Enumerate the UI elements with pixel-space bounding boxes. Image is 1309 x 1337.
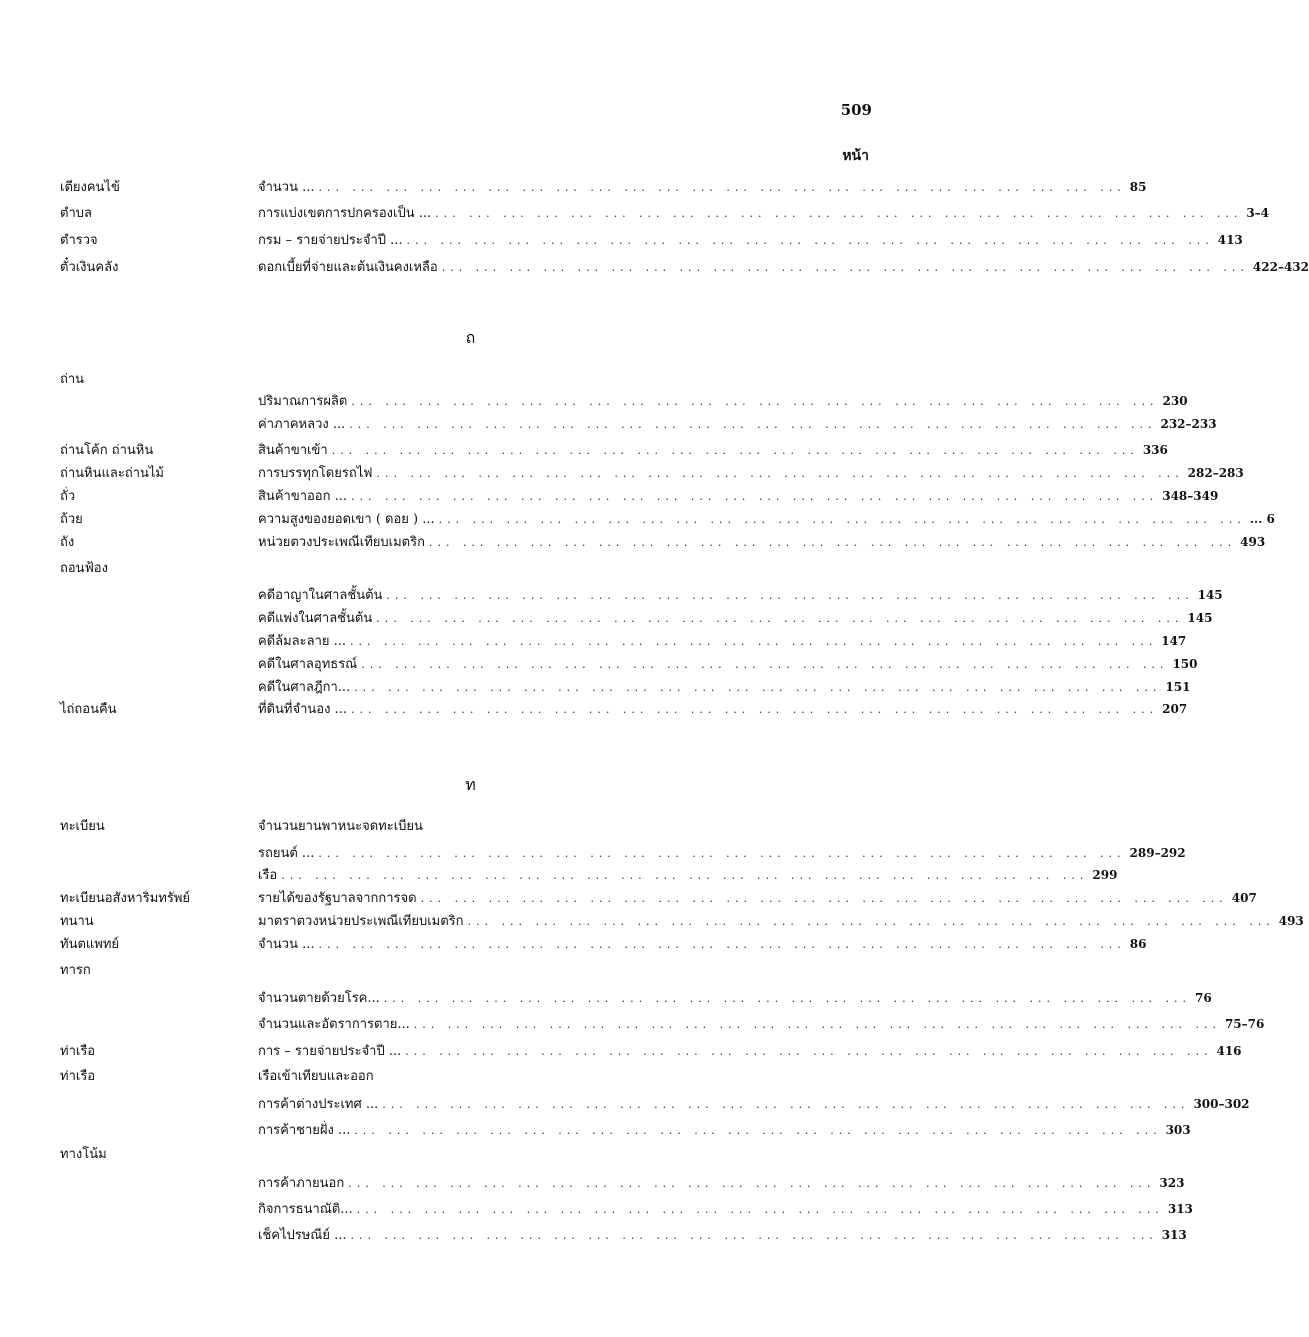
entry-page-ref: 75–76 [1224, 1017, 1265, 1031]
entry-page-ref: 493 [1278, 914, 1304, 928]
entry-description: เช็คไปรษณีย์ ... [258, 1228, 347, 1243]
entry-description: จำนวนยานพาหนะจดทะเบียน [258, 819, 423, 834]
index-entry [0, 959, 941, 979]
entry-line [258, 462, 1244, 483]
dot-leader: ... ... ... ... ... ... ... ... ... ... ... ... ... ... ... ... ... ... ... ... ... ... ... ... [405, 1045, 1213, 1058]
dot-leader: ... ... ... ... ... ... ... ... ... ... ... ... ... ... ... ... ... ... ... ... ... ... ... ... [441, 261, 1249, 274]
dot-leader: ... ... ... ... ... ... ... ... ... ... ... ... ... ... ... ... ... ... ... ... ... ... ... ... [382, 1098, 1190, 1111]
entry-line [258, 815, 870, 836]
entry-description: เรือ [258, 868, 278, 883]
dot-leader: ... ... ... ... ... ... ... ... ... ... ... ... ... ... ... ... ... ... ... ... ... ... ... ... [428, 536, 1237, 549]
entry-page-ref: 85 [1129, 180, 1147, 194]
index-entry [0, 842, 1186, 862]
index-entry [0, 368, 941, 388]
dot-leader: ... ... ... ... ... ... ... ... ... ... ... ... ... ... ... ... ... ... ... ... ... ... ... ... [350, 703, 1159, 716]
entry-page-ref: 86 [1129, 937, 1147, 951]
entry-line [258, 176, 1147, 197]
entry-page-ref: 493 [1240, 535, 1266, 549]
entry-page-ref: 145 [1187, 611, 1213, 625]
index-entry [0, 1172, 1185, 1192]
entry-line [258, 607, 1213, 628]
entry-description: คดีในศาลฎีกา... [258, 680, 351, 695]
section-letter: ท [465, 775, 476, 794]
index-entry [0, 557, 941, 577]
entry-page-ref: 151 [1165, 680, 1191, 694]
index-entry [0, 887, 1257, 907]
dot-leader: ... ... ... ... ... ... ... ... ... ... ... ... ... ... ... ... ... ... ... ... ... ... ... ... [348, 1177, 1156, 1190]
dot-leader: ... ... ... ... ... ... ... ... ... ... ... ... ... ... ... ... ... ... ... ... ... ... ... ... [318, 847, 1126, 860]
index-entry [0, 933, 1147, 953]
dot-leader: ... ... ... ... ... ... ... ... ... ... ... ... ... ... ... ... ... ... ... ... ... ... ... ... [350, 635, 1158, 648]
entry-description: คดีล้มละลาย ... [258, 634, 347, 649]
index-entry [0, 1065, 941, 1085]
index-entry [0, 256, 1309, 276]
index-entry [0, 390, 1188, 410]
entry-line [258, 1065, 870, 1086]
entry-page-ref: 145 [1197, 588, 1223, 602]
dot-leader: ... ... ... ... ... ... ... ... ... ... ... ... ... ... ... ... ... ... ... ... ... ... ... ... [354, 681, 1162, 694]
entry-page-ref: 348–349 [1162, 489, 1219, 503]
page-column-header: หน้า [842, 148, 869, 164]
entry-term: ถ่านโค้ก ถ่านหิน [60, 443, 154, 458]
entry-term: ทารก [60, 963, 91, 978]
entry-description: การค้าภายนอก [258, 1176, 345, 1191]
index-entry [0, 1013, 1265, 1033]
dot-leader: ... ... ... ... ... ... ... ... ... ... ... ... ... ... ... ... ... ... ... ... ... ... ... ... [281, 869, 1089, 882]
dot-leader: ... ... ... ... ... ... ... ... ... ... ... ... ... ... ... ... ... ... ... ... ... ... ... ... [349, 418, 1157, 431]
entry-description: รถยนต์ ... [258, 846, 315, 861]
entry-term: ถ่านหินและถ่านไม้ [60, 466, 165, 481]
entry-line [258, 653, 1198, 674]
entry-page-ref: ... 6 [1249, 512, 1275, 526]
dot-leader: ... ... ... ... ... ... ... ... ... ... ... ... ... ... ... ... ... ... ... ... ... ... ... ... [386, 589, 1194, 602]
dot-leader: ... ... ... ... ... ... ... ... ... ... ... ... ... ... ... ... ... ... ... ... ... ... ... ... [354, 1124, 1162, 1137]
entry-description: ความสูงของยอดเขา ( ดอย ) ... [258, 512, 435, 527]
entry-page-ref: 313 [1161, 1228, 1187, 1242]
entry-page-ref: 422–432 [1252, 260, 1309, 274]
index-entry [0, 910, 1304, 930]
entry-term: ทางโน้ม [60, 1147, 107, 1162]
index-entry [0, 607, 1213, 627]
entry-term: ถ่าน [60, 372, 85, 387]
dot-leader: ... ... ... ... ... ... ... ... ... ... ... ... ... ... ... ... ... ... ... ... ... ... ... ... [413, 1018, 1221, 1031]
entry-term: ทนาน [60, 914, 94, 929]
index-entry [0, 531, 1266, 551]
index-entry [0, 987, 1212, 1007]
entry-line [258, 229, 1243, 250]
entry-description: หน่วยตวงประเพณีเทียบเมตริก [258, 535, 425, 550]
dot-leader: ... ... ... ... ... ... ... ... ... ... ... ... ... ... ... ... ... ... ... ... ... ... ... ... [356, 1203, 1164, 1216]
index-entry [0, 1119, 1191, 1139]
entry-term: ตำบล [60, 206, 92, 221]
entry-description: ค่าภาคหลวง ... [258, 417, 346, 432]
index-entry [0, 508, 1275, 528]
entry-line [258, 485, 1219, 506]
entry-term: ถั่ว [60, 489, 76, 504]
section-letter: ถ [465, 328, 476, 347]
entry-page-ref: 336 [1142, 443, 1168, 457]
entry-line [258, 256, 1309, 277]
entry-page-ref: 230 [1162, 394, 1188, 408]
entry-line [258, 390, 1188, 411]
entry-page-ref: 76 [1194, 991, 1212, 1005]
entry-description: คดีแพ่งในศาลชั้นต้น [258, 611, 373, 626]
index-entry [0, 584, 1223, 604]
entry-description: จำนวน ... [258, 180, 315, 195]
entry-description: ที่ดินที่จำนอง ... [258, 702, 347, 717]
entry-line [258, 1119, 1191, 1140]
entry-line [258, 1224, 1187, 1245]
dot-leader: ... ... ... ... ... ... ... ... ... ... ... ... ... ... ... ... ... ... ... ... ... ... ... ... [406, 234, 1214, 247]
entry-line [258, 698, 1188, 719]
entry-description: มาตราตวงหน่วยประเพณีเทียบเมตริก [258, 914, 464, 929]
entry-page-ref: 207 [1162, 702, 1188, 716]
entry-line [258, 887, 1257, 908]
entry-line [258, 842, 1186, 863]
entry-description: เรือเข้าเทียบและออก [258, 1069, 374, 1084]
index-entry [0, 202, 1270, 222]
entry-line [258, 531, 1266, 552]
page-number: 509 [840, 101, 872, 119]
entry-description: กรม – รายจ่ายประจำปี ... [258, 233, 403, 248]
entry-description: จำนวนและอัตราการตาย... [258, 1017, 410, 1032]
entry-term: ตั๋วเงินคลัง [60, 260, 119, 275]
dot-leader: ... ... ... ... ... ... ... ... ... ... ... ... ... ... ... ... ... ... ... ... ... ... ... ... [331, 444, 1139, 457]
entry-description: การค้าชายฝั่ง ... [258, 1123, 351, 1138]
entry-description: สินค้าขาเข้า [258, 443, 328, 458]
index-entry [0, 630, 1187, 650]
entry-line [258, 1172, 1185, 1193]
entry-description: การบรรทุกโดยรถไฟ [258, 466, 373, 481]
entry-description: จำนวนตายด้วยโรค... [258, 991, 380, 1006]
entry-description: กิจการธนาณัติ... [258, 1202, 353, 1217]
entry-page-ref: 232–233 [1160, 417, 1217, 431]
entry-page-ref: 150 [1172, 657, 1198, 671]
entry-description: สินค้าขาออก ... [258, 489, 348, 504]
entry-line [258, 508, 1275, 529]
entry-description: ปริมาณการผลิต [258, 394, 348, 409]
entry-line [258, 933, 1147, 954]
index-entry [0, 1198, 1193, 1218]
entry-line [258, 630, 1187, 651]
entry-term: ถอนฟ้อง [60, 561, 108, 576]
index-entry [0, 1040, 1242, 1060]
entry-description: จำนวน ... [258, 937, 315, 952]
entry-description: การแบ่งเขตการปกครองเป็น ... [258, 206, 432, 221]
dot-leader: ... ... ... ... ... ... ... ... ... ... ... ... ... ... ... ... ... ... ... ... ... ... ... ... [361, 658, 1169, 671]
index-entry [0, 413, 1217, 433]
dot-leader: ... ... ... ... ... ... ... ... ... ... ... ... ... ... ... ... ... ... ... ... ... ... ... ... [376, 467, 1184, 480]
entry-term: ทะเบียน [60, 819, 105, 834]
entry-line [258, 413, 1217, 434]
entry-line [258, 1198, 1193, 1219]
dot-leader: ... ... ... ... ... ... ... ... ... ... ... ... ... ... ... ... ... ... ... ... ... ... ... ... [383, 992, 1191, 1005]
entry-description: คดีในศาลอุทธรณ์ [258, 657, 358, 672]
entry-description: การค้าต่างประเทศ ... [258, 1097, 379, 1112]
entry-term: ท่าเรือ [60, 1069, 96, 1084]
entry-line [258, 1040, 1242, 1061]
index-entry [0, 1093, 1250, 1113]
entry-page-ref: 303 [1165, 1123, 1191, 1137]
index-entry [0, 864, 1118, 884]
dot-leader: ... ... ... ... ... ... ... ... ... ... ... ... ... ... ... ... ... ... ... ... ... ... ... ... [350, 1229, 1158, 1242]
dot-leader: ... ... ... ... ... ... ... ... ... ... ... ... ... ... ... ... ... ... ... ... ... ... ... ... [438, 513, 1246, 526]
entry-page-ref: 282–283 [1187, 466, 1244, 480]
entry-line [258, 910, 1304, 931]
entry-line [258, 1093, 1250, 1114]
index-entry [0, 462, 1244, 482]
dot-leader: ... ... ... ... ... ... ... ... ... ... ... ... ... ... ... ... ... ... ... ... ... ... ... ... [351, 395, 1159, 408]
dot-leader: ... ... ... ... ... ... ... ... ... ... ... ... ... ... ... ... ... ... ... ... ... ... ... ... [420, 892, 1228, 905]
dot-leader: ... ... ... ... ... ... ... ... ... ... ... ... ... ... ... ... ... ... ... ... ... ... ... ... [318, 938, 1126, 951]
entry-term: ท่าเรือ [60, 1044, 96, 1059]
index-entry [0, 1143, 941, 1163]
dot-leader: ... ... ... ... ... ... ... ... ... ... ... ... ... ... ... ... ... ... ... ... ... ... ... ... [351, 490, 1159, 503]
index-entry [0, 176, 1147, 196]
entry-description: การ – รายจ่ายประจำปี ... [258, 1044, 402, 1059]
entry-term: ทันตแพทย์ [60, 937, 120, 952]
entry-term: ไถ่ถอนคืน [60, 702, 117, 717]
entry-term: เตียงคนไข้ [60, 180, 120, 195]
dot-leader: ... ... ... ... ... ... ... ... ... ... ... ... ... ... ... ... ... ... ... ... ... ... ... ... [467, 915, 1275, 928]
index-entry [0, 653, 1198, 673]
entry-description: รายได้ของรัฐบาลจากการจด [258, 891, 417, 906]
entry-page-ref: 413 [1217, 233, 1243, 247]
entry-line [258, 439, 1168, 460]
index-entry [0, 439, 1168, 459]
entry-line [258, 676, 1191, 697]
index-entry [0, 229, 1243, 249]
index-entry [0, 485, 1219, 505]
dot-leader: ... ... ... ... ... ... ... ... ... ... ... ... ... ... ... ... ... ... ... ... ... ... ... ... [318, 181, 1126, 194]
dot-leader: ... ... ... ... ... ... ... ... ... ... ... ... ... ... ... ... ... ... ... ... ... ... ... ... [435, 207, 1243, 220]
index-entry [0, 676, 1191, 696]
entry-page-ref: 299 [1092, 868, 1118, 882]
entry-term: ตำรวจ [60, 233, 98, 248]
dot-leader: ... ... ... ... ... ... ... ... ... ... ... ... ... ... ... ... ... ... ... ... ... ... ... ... [376, 612, 1184, 625]
index-entry [0, 815, 941, 835]
entry-page-ref: 300–302 [1193, 1097, 1250, 1111]
entry-line [258, 864, 1118, 885]
entry-page-ref: 313 [1167, 1202, 1193, 1216]
entry-line [258, 987, 1212, 1008]
index-entry [0, 1224, 1187, 1244]
entry-line [258, 202, 1270, 223]
entry-page-ref: 3–4 [1246, 206, 1270, 220]
entry-page-ref: 289–292 [1129, 846, 1186, 860]
entry-page-ref: 407 [1231, 891, 1257, 905]
entry-term: ทะเบียนอสังหาริมทรัพย์ [60, 891, 190, 906]
entry-line [258, 584, 1223, 605]
entry-description: ดอกเบี้ยที่จ่ายและต้นเงินคงเหลือ [258, 260, 438, 275]
entry-description: คดีอาญาในศาลชั้นต้น [258, 588, 383, 603]
entry-page-ref: 323 [1159, 1176, 1185, 1190]
entry-term: ถัง [60, 535, 75, 550]
entry-term: ถ้วย [60, 512, 83, 527]
entry-line [258, 1013, 1265, 1034]
index-entry [0, 698, 1188, 718]
entry-page-ref: 416 [1216, 1044, 1242, 1058]
entry-page-ref: 147 [1161, 634, 1187, 648]
